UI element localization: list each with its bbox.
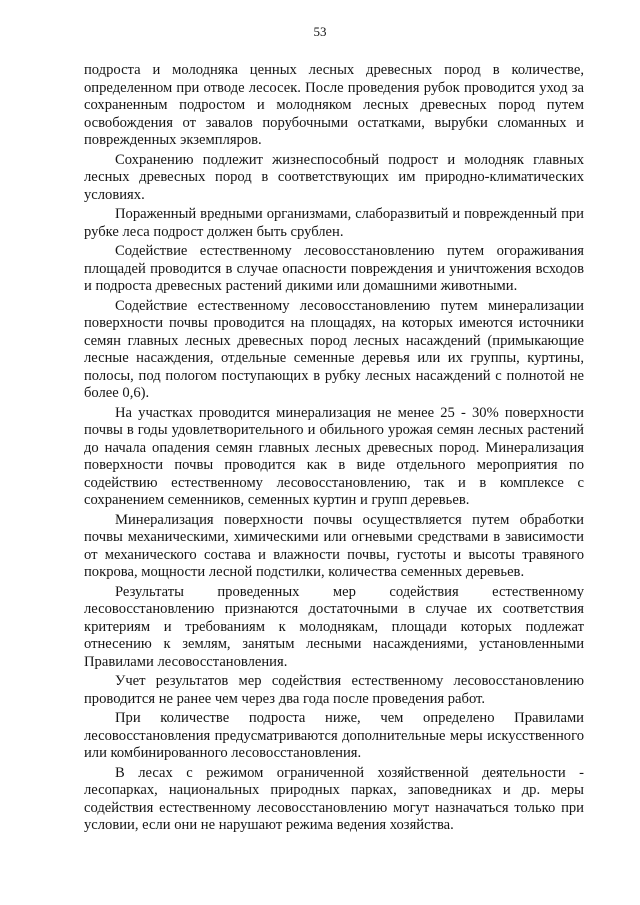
page-number: 53 [313, 24, 327, 39]
paragraph-11: В лесах с режимом ограниченной хозяйственной деятельности - лесопарках, национальных природных парках, заповедниках и др. меры содействия естественному лесовосстановлению могут назначаться только при условии, если они не нарушают режима ведения хозяйства. [84, 764, 584, 833]
paragraph-8: Результаты проведенных мер содействия естественному лесовосстановлению признаются достаточными в случае их соответствия критериям и требованиям к молоднякам, площади которых подлежат отнесению к землям, занятым лесными насаждениями, установленными Правилами лесовосстановления. [84, 583, 584, 670]
paragraph-7: Минерализация поверхности почвы осуществляется путем обработки почвы механическими, химическими или огневыми средствами в зависимости от механического состава и влажности почвы, густоты и высоты травяного покрова, мощности лесной подстилки, количества семенных деревьев. [84, 511, 584, 580]
paragraph-1: подроста и молодняка ценных лесных древесных пород в количестве, определенном при отводе лесосек. После проведения рубок проводится уход за сохраненным подростом и молодняком лесных древесных пород путем освобождения от завалов порубочными остатками, вырубки сломанных и поврежденных экземпляров. [84, 62, 584, 148]
paragraph-10: При количестве подроста ниже, чем определено Правилами лесовосстановления предусматриваются дополнительные меры искусственного или комбинированного лесовосстановления. [84, 710, 584, 761]
document-body [84, 62, 584, 835]
paragraph-5: Содействие естественному лесовосстановлению путем минерализации поверхности почвы проводится на площадях, на которых имеются источники семян главных лесных древесных пород лесных насаждений (примыкающие лесные насаждения, отдельные семенные деревья или их группы, куртины, полосы, под пологом поступающих в рубку лесных насаждений с полнотой не более 0,6). [84, 297, 584, 401]
paragraph-2: Сохранению подлежит жизнеспособный подрост и молодняк главных лесных древесных пород в соответствующих им природно-климатических условиях. [84, 151, 584, 203]
paragraph-9: Учет результатов мер содействия естественному лесовосстановлению проводится не ранее чем через два года после проведения работ. [84, 673, 584, 707]
paragraph-3: Пораженный вредными организмами, слаборазвитый и поврежденный при рубке леса подрост должен быть срублен. [84, 206, 584, 240]
paragraph-6: На участках проводится минерализация не менее 25 - 30% поверхности почвы в годы удовлетворительного и обильного урожая семян лесных растений до начала опадения семян главных лесных древесных пород. Минерализация поверхности почвы проводится как в виде отдельного мероприятия по содействию естественному лесовосстановлению, так и в комплексе с сохранением семенников, семенных куртин и групп деревьев. [84, 404, 584, 508]
paragraph-4: Содействие естественному лесовосстановлению путем огораживания площадей проводится в случае опасности повреждения и уничтожения всходов и подроста древесных растений дикими или домашними животными. [84, 243, 584, 294]
